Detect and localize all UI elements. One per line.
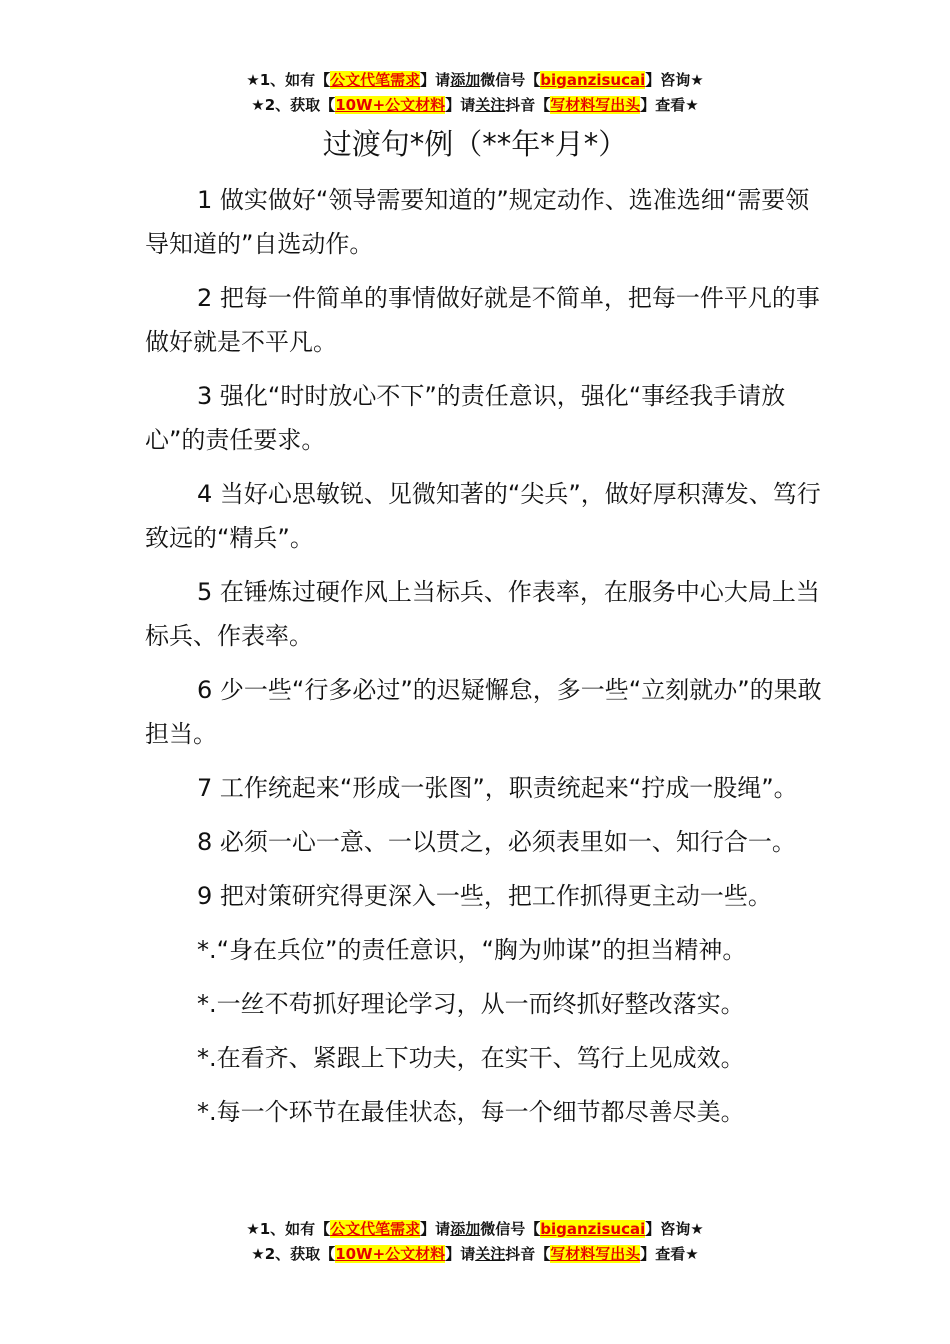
header-banner xyxy=(0,68,950,118)
list-item: 8 必须一心一意、一以贯之，必须表里如一、知行合一。 xyxy=(197,828,796,856)
list-item: *.一丝不苟抓好理论学习，从一而终抓好整改落实。 xyxy=(197,990,745,1018)
banner-line-2: ★2、获取【10W+公文材料】请关注抖音【写材料写出头】查看★ xyxy=(251,1245,699,1263)
highlight-wechat-id: biganzisucai xyxy=(540,71,646,89)
list-item: 6 少一些“行多必过”的迟疑懈怠，多一些“立刻就办”的果敢担当。 xyxy=(145,676,822,748)
highlight-service: 公文代笔需求 xyxy=(330,1220,421,1238)
list-item: 3 强化“时时放心不下”的责任意识，强化“事经我手请放心”的责任要求。 xyxy=(145,382,786,454)
list-item: 4 当好心思敏锐、见微知著的“尖兵”，做好厚积薄发、笃行致远的“精兵”。 xyxy=(145,480,821,552)
page-title: 过渡句*例（**年*月*） xyxy=(322,127,628,161)
highlight-douyin: 写材料写出头 xyxy=(550,1245,641,1263)
list-item: 5 在锤炼过硬作风上当标兵、作表率，在服务中心大局上当标兵、作表率。 xyxy=(145,578,820,650)
banner-line-2: ★2、获取【10W+公文材料】请关注抖音【写材料写出头】查看★ xyxy=(251,96,699,114)
list-item: 2 把每一件简单的事情做好就是不简单，把每一件平凡的事做好就是不平凡。 xyxy=(145,284,820,356)
highlight-douyin: 写材料写出头 xyxy=(550,96,641,114)
footer-banner xyxy=(0,1217,950,1267)
list-item: 7 工作统起来“形成一张图”，职责统起来“拧成一股绳”。 xyxy=(197,774,798,802)
highlight-materials: 10W+公文材料 xyxy=(335,96,446,114)
banner-line-1: ★1、如有【公文代笔需求】请添加微信号【biganzisucai】咨询★ xyxy=(246,71,704,89)
highlight-materials: 10W+公文材料 xyxy=(335,1245,446,1263)
list-item: 9 把对策研究得更深入一些，把工作抓得更主动一些。 xyxy=(197,882,772,910)
highlight-service: 公文代笔需求 xyxy=(330,71,421,89)
list-item: *.每一个环节在最佳状态，每一个细节都尽善尽美。 xyxy=(197,1098,745,1126)
list-item: *.“身在兵位”的责任意识，“胸为帅谋”的担当精神。 xyxy=(197,936,747,964)
highlight-wechat-id: biganzisucai xyxy=(540,1220,646,1238)
list-item: 1 做实做好“领导需要知道的”规定动作、选准选细“需要领导知道的”自选动作。 xyxy=(145,186,810,258)
banner-line-1: ★1、如有【公文代笔需求】请添加微信号【biganzisucai】咨询★ xyxy=(246,1220,704,1238)
document-body xyxy=(145,178,825,1144)
list-item: *.在看齐、紧跟上下功夫，在实干、笃行上见成效。 xyxy=(197,1044,745,1072)
